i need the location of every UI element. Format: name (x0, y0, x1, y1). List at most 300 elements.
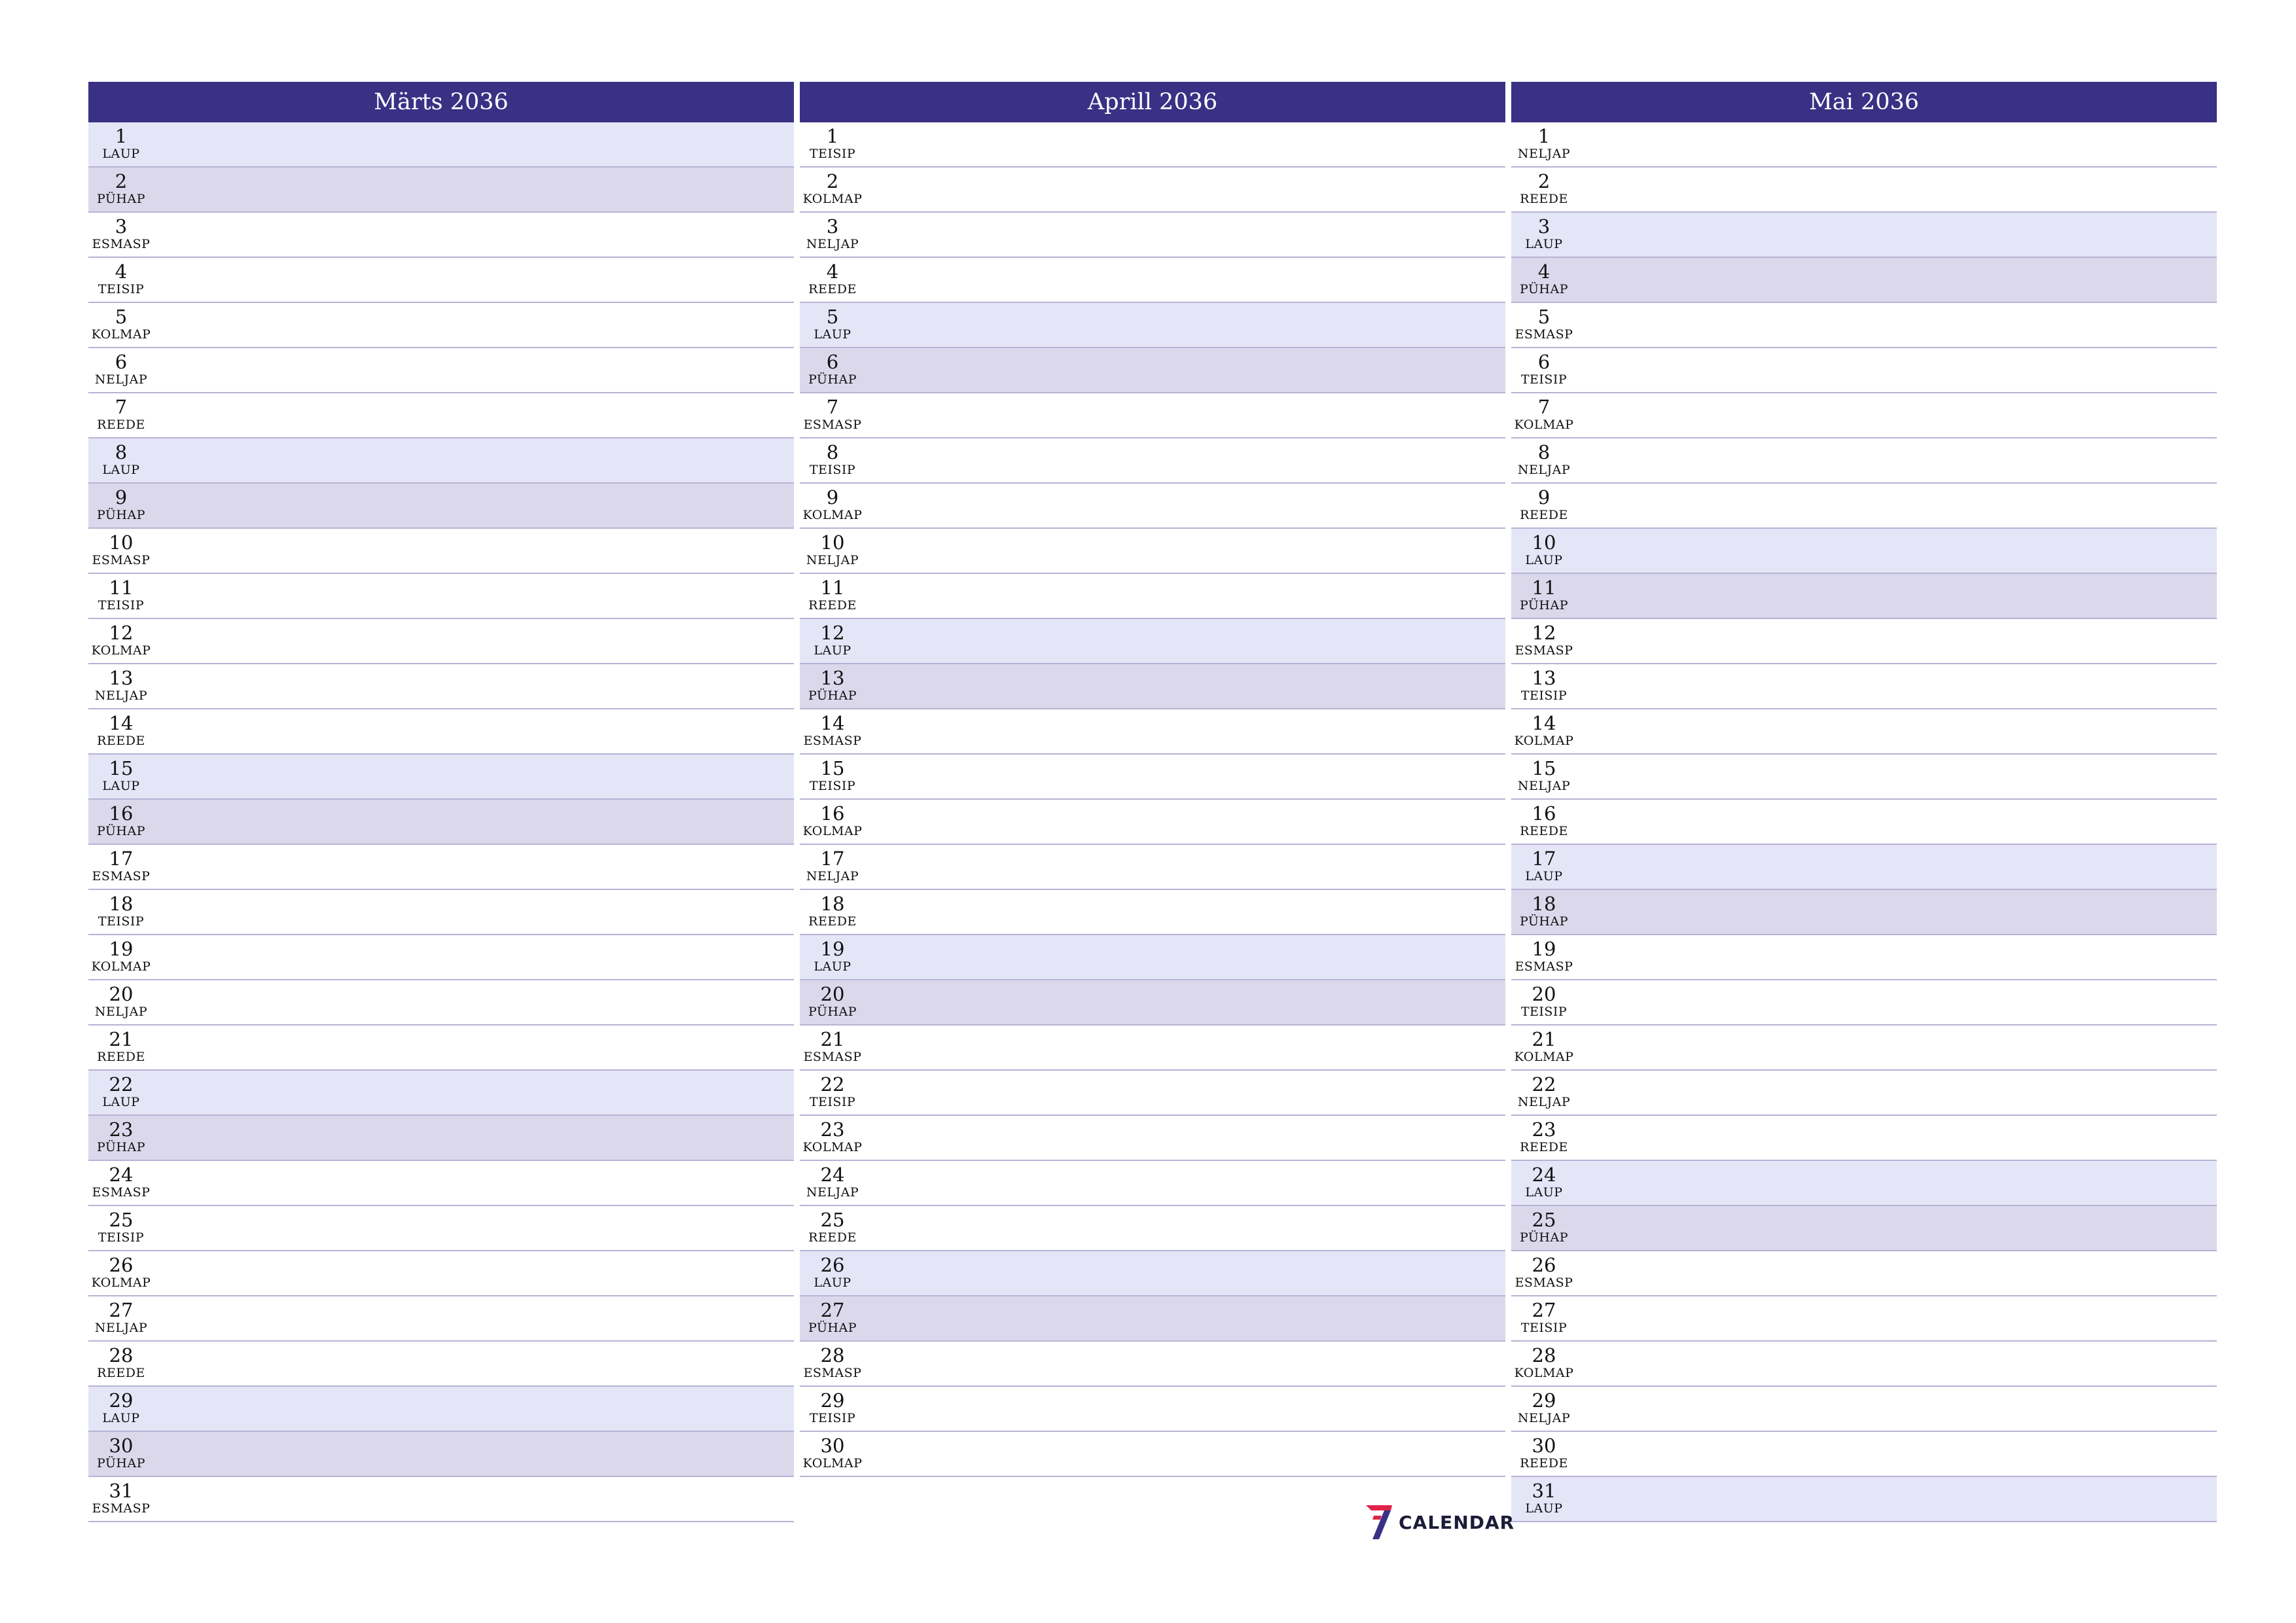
day-number: 8 (115, 441, 128, 463)
day-number: 2 (115, 170, 128, 192)
day-number: 5 (826, 306, 839, 328)
day-row (1511, 1071, 2217, 1116)
day-number: 1 (115, 125, 128, 147)
weekday-name: KOLMAP (1514, 1366, 1574, 1380)
day-number: 6 (115, 351, 128, 373)
day-row (800, 1161, 1505, 1206)
weekday-name: REEDE (1520, 1140, 1568, 1154)
day-cell (1511, 574, 1577, 618)
weekday-name: LAUP (814, 1275, 852, 1290)
weekday-name: TEISIP (809, 463, 856, 477)
day-cell (800, 574, 865, 618)
day-row (1511, 484, 2217, 529)
day-cell (1511, 709, 1577, 753)
weekday-name: REEDE (808, 598, 857, 613)
day-row (800, 890, 1505, 935)
day-number: 9 (826, 486, 839, 508)
day-number: 23 (109, 1118, 134, 1141)
weekday-name: LAUP (1525, 553, 1563, 567)
weekday-name: NELJAP (1517, 1095, 1571, 1109)
day-cell (800, 800, 865, 844)
day-number: 21 (820, 1028, 845, 1050)
weekday-name: ESMASP (1515, 327, 1573, 342)
weekday-name: TEISIP (1520, 1321, 1568, 1335)
day-number: 1 (1537, 125, 1551, 147)
weekday-name: TEISIP (98, 598, 145, 613)
weekday-name: REEDE (97, 734, 145, 748)
day-number: 30 (820, 1435, 845, 1457)
day-number: 21 (109, 1028, 134, 1050)
weekday-name: PÜHAP (96, 1456, 146, 1471)
weekday-name: PÜHAP (1519, 914, 1569, 929)
day-number: 27 (820, 1299, 845, 1321)
day-number: 19 (820, 938, 845, 960)
day-row (1511, 619, 2217, 664)
day-row (88, 1161, 794, 1206)
day-cell (1511, 258, 1577, 302)
day-row (800, 303, 1505, 348)
day-number: 27 (1532, 1299, 1556, 1321)
day-number: 12 (820, 622, 845, 644)
day-row (800, 1342, 1505, 1387)
day-number: 10 (820, 531, 845, 554)
day-row (88, 213, 794, 258)
day-number: 15 (1532, 757, 1556, 779)
day-cell (88, 800, 154, 844)
day-cell (800, 438, 865, 482)
day-cell (1511, 438, 1577, 482)
weekday-name: REEDE (808, 914, 857, 929)
day-number: 11 (1532, 577, 1556, 599)
day-cell (800, 122, 865, 166)
day-row (800, 529, 1505, 574)
weekday-name: LAUP (814, 959, 852, 974)
day-cell (1511, 393, 1577, 437)
day-number: 6 (1537, 351, 1551, 373)
day-number: 8 (1537, 441, 1551, 463)
weekday-name: KOLMAP (802, 508, 863, 522)
weekday-name: REEDE (97, 1050, 145, 1064)
month-column-march (88, 82, 794, 1522)
day-number: 18 (109, 893, 134, 915)
day-number: 30 (109, 1435, 134, 1457)
day-cell (1511, 168, 1577, 211)
day-number: 12 (109, 622, 134, 644)
day-cell (800, 303, 865, 347)
day-row (88, 1206, 794, 1251)
day-cell (800, 1026, 865, 1069)
day-cell (1511, 122, 1577, 166)
day-cell (88, 1477, 154, 1521)
day-row (1511, 664, 2217, 709)
day-row (88, 1116, 794, 1161)
day-row (800, 393, 1505, 438)
day-number: 3 (826, 215, 839, 238)
day-cell (1511, 890, 1577, 934)
day-cell (1511, 484, 1577, 527)
day-number: 19 (1532, 938, 1556, 960)
weekday-name: LAUP (102, 779, 140, 793)
day-row (88, 484, 794, 529)
day-row (1511, 1026, 2217, 1071)
day-row (1511, 890, 2217, 935)
weekday-name: TEISIP (1520, 1005, 1568, 1019)
day-row (88, 348, 794, 393)
weekday-name: PÜHAP (808, 688, 857, 703)
weekday-name: PÜHAP (1519, 282, 1569, 296)
day-cell (800, 1206, 865, 1250)
day-cell (88, 935, 154, 979)
weekday-name: TEISIP (98, 914, 145, 929)
weekday-name: PÜHAP (808, 1321, 857, 1335)
day-list (800, 122, 1505, 1477)
day-cell (88, 168, 154, 211)
weekday-name: TEISIP (98, 1230, 145, 1245)
day-number: 7 (115, 396, 128, 418)
day-number: 28 (1532, 1344, 1556, 1366)
day-cell (800, 348, 865, 392)
day-cell (88, 890, 154, 934)
day-number: 19 (109, 938, 134, 960)
weekday-name: REEDE (1520, 1456, 1568, 1471)
day-row (1511, 1206, 2217, 1251)
day-number: 24 (820, 1164, 845, 1186)
weekday-name: NELJAP (94, 1005, 148, 1019)
day-number: 28 (820, 1344, 845, 1366)
day-cell (1511, 213, 1577, 257)
weekday-name: NELJAP (94, 1321, 148, 1335)
day-row (88, 1251, 794, 1296)
day-row (1511, 213, 2217, 258)
day-number: 29 (1532, 1389, 1556, 1412)
day-row (800, 168, 1505, 213)
day-cell (88, 755, 154, 798)
day-cell (800, 980, 865, 1024)
day-cell (88, 529, 154, 573)
day-list (1511, 122, 2217, 1522)
day-cell (1511, 800, 1577, 844)
weekday-name: REEDE (808, 1230, 857, 1245)
day-cell (1511, 935, 1577, 979)
day-number: 3 (1537, 215, 1551, 238)
weekday-name: KOLMAP (802, 1140, 863, 1154)
day-number: 23 (1532, 1118, 1556, 1141)
day-row (800, 755, 1505, 800)
day-number: 26 (820, 1254, 845, 1276)
day-number: 25 (1532, 1209, 1556, 1231)
day-cell (88, 709, 154, 753)
weekday-name: ESMASP (92, 1185, 151, 1200)
day-number: 29 (109, 1389, 134, 1412)
day-cell (88, 213, 154, 257)
day-cell (800, 890, 865, 934)
day-row (88, 845, 794, 890)
day-cell (800, 755, 865, 798)
day-number: 20 (109, 983, 134, 1005)
day-cell (800, 213, 865, 257)
day-number: 21 (1532, 1028, 1556, 1050)
day-cell (800, 1296, 865, 1340)
weekday-name: NELJAP (94, 688, 148, 703)
weekday-name: KOLMAP (91, 1275, 151, 1290)
day-row (88, 1432, 794, 1477)
weekday-name: PÜHAP (1519, 598, 1569, 613)
weekday-name: NELJAP (806, 237, 859, 251)
day-row (800, 664, 1505, 709)
day-number: 16 (109, 802, 134, 825)
day-number: 17 (820, 847, 845, 870)
day-cell (800, 1342, 865, 1385)
day-row (1511, 1251, 2217, 1296)
day-number: 17 (1532, 847, 1556, 870)
day-cell (1511, 1296, 1577, 1340)
weekday-name: KOLMAP (1514, 418, 1574, 432)
day-cell (88, 1342, 154, 1385)
day-cell (1511, 1251, 1577, 1295)
day-number: 17 (109, 847, 134, 870)
weekday-name: LAUP (1525, 869, 1563, 883)
day-number: 5 (115, 306, 128, 328)
day-row (1511, 348, 2217, 393)
weekday-name: NELJAP (806, 553, 859, 567)
day-row (88, 258, 794, 303)
weekday-name: LAUP (814, 643, 852, 658)
day-number: 13 (820, 667, 845, 689)
weekday-name: ESMASP (92, 869, 151, 883)
weekday-name: KOLMAP (802, 192, 863, 206)
day-number: 31 (109, 1480, 134, 1502)
day-cell (1511, 619, 1577, 663)
weekday-name: KOLMAP (802, 824, 863, 838)
day-number: 22 (820, 1073, 845, 1096)
day-number: 6 (826, 351, 839, 373)
day-number: 8 (826, 441, 839, 463)
day-number: 2 (1537, 170, 1551, 192)
day-cell (800, 1161, 865, 1205)
day-row (88, 709, 794, 755)
day-number: 9 (1537, 486, 1551, 508)
day-cell (800, 529, 865, 573)
day-row (1511, 1296, 2217, 1342)
day-number: 13 (109, 667, 134, 689)
month-title: Aprill 2036 (1087, 89, 1218, 115)
day-number: 22 (1532, 1073, 1556, 1096)
day-cell (88, 1071, 154, 1115)
weekday-name: LAUP (102, 147, 140, 161)
day-number: 25 (109, 1209, 134, 1231)
day-row (88, 1071, 794, 1116)
day-cell (1511, 664, 1577, 708)
day-cell (800, 258, 865, 302)
day-cell (88, 664, 154, 708)
weekday-name: PÜHAP (96, 824, 146, 838)
weekday-name: LAUP (102, 1411, 140, 1425)
day-row (1511, 1477, 2217, 1522)
day-row (800, 980, 1505, 1026)
day-cell (1511, 1071, 1577, 1115)
day-row (88, 619, 794, 664)
day-cell (800, 845, 865, 889)
day-row (1511, 574, 2217, 619)
day-cell (1511, 755, 1577, 798)
day-row (800, 122, 1505, 168)
weekday-name: NELJAP (1517, 463, 1571, 477)
day-cell (800, 1116, 865, 1160)
day-row (1511, 529, 2217, 574)
weekday-name: PÜHAP (96, 508, 146, 522)
day-row (88, 303, 794, 348)
day-number: 18 (820, 893, 845, 915)
day-number: 14 (820, 712, 845, 734)
day-row (800, 845, 1505, 890)
day-row (800, 1026, 1505, 1071)
day-row (88, 1342, 794, 1387)
weekday-name: LAUP (102, 1095, 140, 1109)
day-number: 7 (1537, 396, 1551, 418)
day-row (1511, 1116, 2217, 1161)
day-number: 26 (1532, 1254, 1556, 1276)
day-number: 4 (1537, 260, 1551, 283)
day-row (1511, 1161, 2217, 1206)
day-cell (88, 980, 154, 1024)
day-row (1511, 755, 2217, 800)
day-row (1511, 258, 2217, 303)
day-number: 9 (115, 486, 128, 508)
day-cell (800, 484, 865, 527)
weekday-name: LAUP (102, 463, 140, 477)
day-cell (800, 168, 865, 211)
day-row (88, 755, 794, 800)
day-number: 3 (115, 215, 128, 238)
weekday-name: NELJAP (1517, 1411, 1571, 1425)
weekday-name: PÜHAP (96, 1140, 146, 1154)
weekday-name: PÜHAP (1519, 1230, 1569, 1245)
weekday-name: REEDE (97, 1366, 145, 1380)
day-list (88, 122, 794, 1522)
weekday-name: ESMASP (803, 734, 862, 748)
day-row (800, 438, 1505, 484)
month-header (1511, 82, 2217, 122)
weekday-name: REEDE (808, 282, 857, 296)
day-number: 18 (1532, 893, 1556, 915)
day-number: 20 (820, 983, 845, 1005)
weekday-name: LAUP (1525, 1185, 1563, 1200)
weekday-name: NELJAP (806, 869, 859, 883)
day-number: 10 (109, 531, 134, 554)
day-cell (88, 1432, 154, 1476)
weekday-name: TEISIP (98, 282, 145, 296)
day-cell (800, 1071, 865, 1115)
weekday-name: REEDE (1520, 508, 1568, 522)
weekday-name: ESMASP (803, 418, 862, 432)
day-row (800, 484, 1505, 529)
day-row (1511, 303, 2217, 348)
day-row (800, 213, 1505, 258)
day-number: 16 (1532, 802, 1556, 825)
weekday-name: ESMASP (1515, 643, 1573, 658)
day-cell (1511, 1387, 1577, 1431)
month-header (800, 82, 1505, 122)
weekday-name: TEISIP (1520, 372, 1568, 387)
weekday-name: NELJAP (94, 372, 148, 387)
weekday-name: ESMASP (1515, 1275, 1573, 1290)
day-cell (1511, 1026, 1577, 1069)
day-row (800, 800, 1505, 845)
day-number: 15 (109, 757, 134, 779)
day-cell (1511, 1161, 1577, 1205)
day-row (88, 935, 794, 980)
day-number: 2 (826, 170, 839, 192)
day-cell (1511, 980, 1577, 1024)
seven-logo-icon (1365, 1504, 1393, 1541)
weekday-name: KOLMAP (91, 959, 151, 974)
day-cell (800, 1251, 865, 1295)
day-cell (88, 1206, 154, 1250)
day-row (1511, 393, 2217, 438)
weekday-name: LAUP (1525, 1501, 1563, 1516)
day-cell (800, 664, 865, 708)
day-cell (88, 845, 154, 889)
day-row (800, 1432, 1505, 1477)
weekday-name: TEISIP (809, 1095, 856, 1109)
day-row (800, 348, 1505, 393)
day-row (1511, 122, 2217, 168)
day-cell (88, 574, 154, 618)
weekday-name: KOLMAP (91, 327, 151, 342)
day-cell (1511, 1116, 1577, 1160)
day-row (800, 709, 1505, 755)
day-row (800, 574, 1505, 619)
day-number: 4 (826, 260, 839, 283)
day-row (88, 800, 794, 845)
day-cell (88, 122, 154, 166)
weekday-name: LAUP (1525, 237, 1563, 251)
day-cell (1511, 1477, 1577, 1521)
day-number: 5 (1537, 306, 1551, 328)
weekday-name: PÜHAP (808, 372, 857, 387)
day-cell (1511, 348, 1577, 392)
day-number: 13 (1532, 667, 1556, 689)
day-row (88, 890, 794, 935)
weekday-name: TEISIP (809, 1411, 856, 1425)
day-cell (800, 393, 865, 437)
day-number: 24 (109, 1164, 134, 1186)
weekday-name: ESMASP (803, 1050, 862, 1064)
day-row (800, 935, 1505, 980)
day-cell (1511, 1342, 1577, 1385)
day-row (800, 1296, 1505, 1342)
day-cell (88, 619, 154, 663)
day-cell (1511, 845, 1577, 889)
month-header (88, 82, 794, 122)
weekday-name: REEDE (97, 418, 145, 432)
day-cell (88, 258, 154, 302)
day-number: 23 (820, 1118, 845, 1141)
weekday-name: TEISIP (1520, 688, 1568, 703)
day-row (88, 122, 794, 168)
day-number: 12 (1532, 622, 1556, 644)
day-cell (88, 1387, 154, 1431)
day-row (88, 1387, 794, 1432)
day-cell (1511, 529, 1577, 573)
day-row (88, 1296, 794, 1342)
month-title: Märts 2036 (374, 89, 509, 115)
day-cell (800, 619, 865, 663)
day-cell (1511, 303, 1577, 347)
day-row (88, 664, 794, 709)
day-row (88, 393, 794, 438)
day-number: 11 (109, 577, 134, 599)
